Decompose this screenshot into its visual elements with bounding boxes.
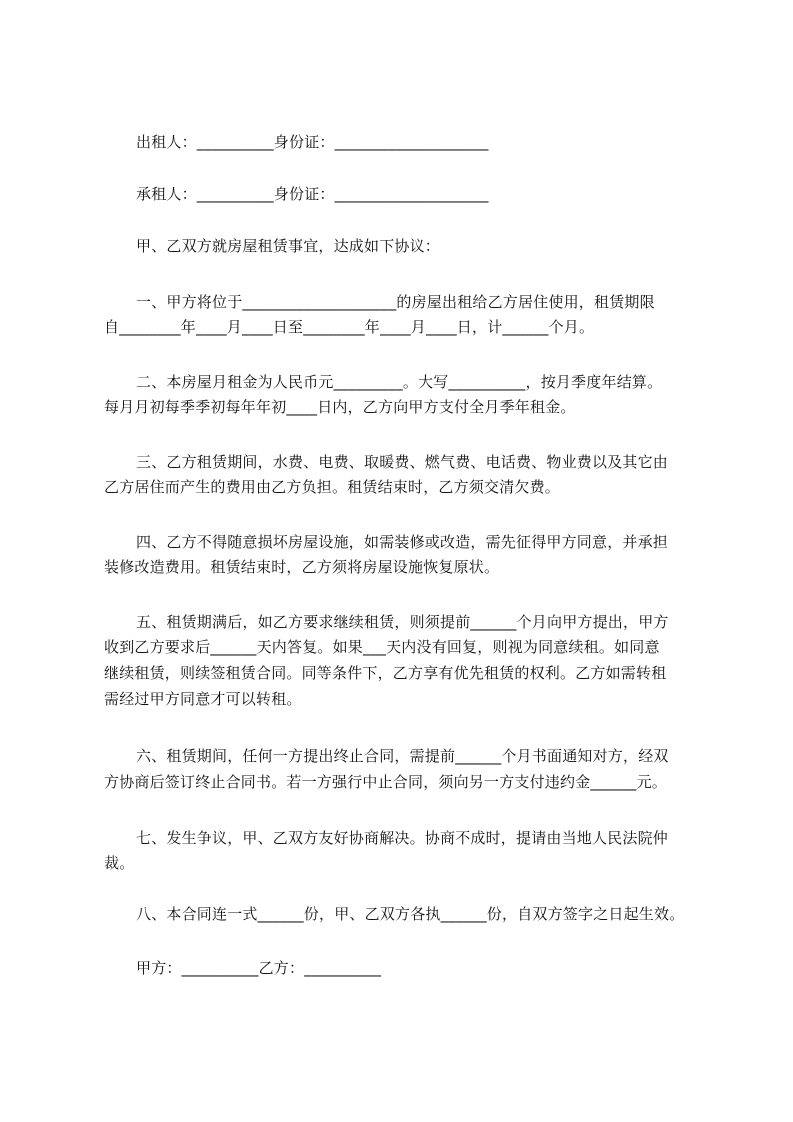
clause-5-line-4: 需经过甲方同意才可以转租。 (104, 690, 302, 708)
clause-7-line-1: 七、发生争议，甲、乙双方友好协商解决。协商不成时，提请由当地人民法院仲 (136, 829, 669, 847)
clause-5-line-3: 继续租赁，则续签租赁合同。同等条件下，乙方享有优先租赁的权利。乙方如需转租 (104, 664, 667, 682)
clause-7-line-2: 裁。 (104, 854, 135, 872)
clause-2-line-1: 二、本房屋月租金为人民币元_________。大写__________，按月季度年结算。 (136, 373, 663, 391)
clause-3-line-1: 三、乙方租赁期间，水费、电费、取暖费、燃气费、电话费、物业费以及其它由 (136, 453, 669, 471)
clause-5-line-2: 收到乙方要求后______天内答复。如果___天内没有回复，则视为同意续租。如同意 (104, 638, 660, 656)
signature-line: 甲方：__________乙方：__________ (136, 959, 382, 977)
clause-4-line-1: 四、乙方不得随意损坏房屋设施，如需装修或改造，需先征得甲方同意，并承担 (136, 533, 669, 551)
clause-6-line-2: 方协商后签订终止合同书。若一方强行中止合同，须向另一方支付违约金______元。 (104, 773, 668, 791)
agreement-intro: 甲、乙双方就房屋租赁事宜，达成如下协议： (136, 237, 441, 255)
lessor-line: 出租人：__________身份证：____________________ (136, 133, 489, 151)
clause-5-line-1: 五、租赁期满后，如乙方要求继续租赁，则须提前______个月向甲方提出，甲方 (136, 613, 669, 631)
clause-2-line-2: 每月月初每季季初每年年初____日内，乙方向甲方支付全月季年租金。 (104, 398, 576, 416)
clause-6-line-1: 六、租赁期间，任何一方提出终止合同，需提前______个月书面通知对方，经双 (136, 747, 669, 765)
clause-1-line-1: 一、甲方将位于____________________的房屋出租给乙方居住使用，租赁期限 (136, 293, 655, 311)
clause-3-line-2: 乙方居住而产生的费用由乙方负担。租赁结束时，乙方须交清欠费。 (104, 478, 561, 496)
clause-1-line-2: 自________年____月____日至________年____月____日，计______个月。 (104, 318, 595, 336)
clause-4-line-2: 装修改造费用。租赁结束时，乙方须将房屋设施恢复原状。 (104, 558, 500, 576)
clause-8-line-1: 八、本合同连一式______份，甲、乙双方各执______份，自双方签字之日起生效。 (136, 905, 685, 923)
lessee-line: 承租人：__________身份证：____________________ (136, 185, 489, 203)
